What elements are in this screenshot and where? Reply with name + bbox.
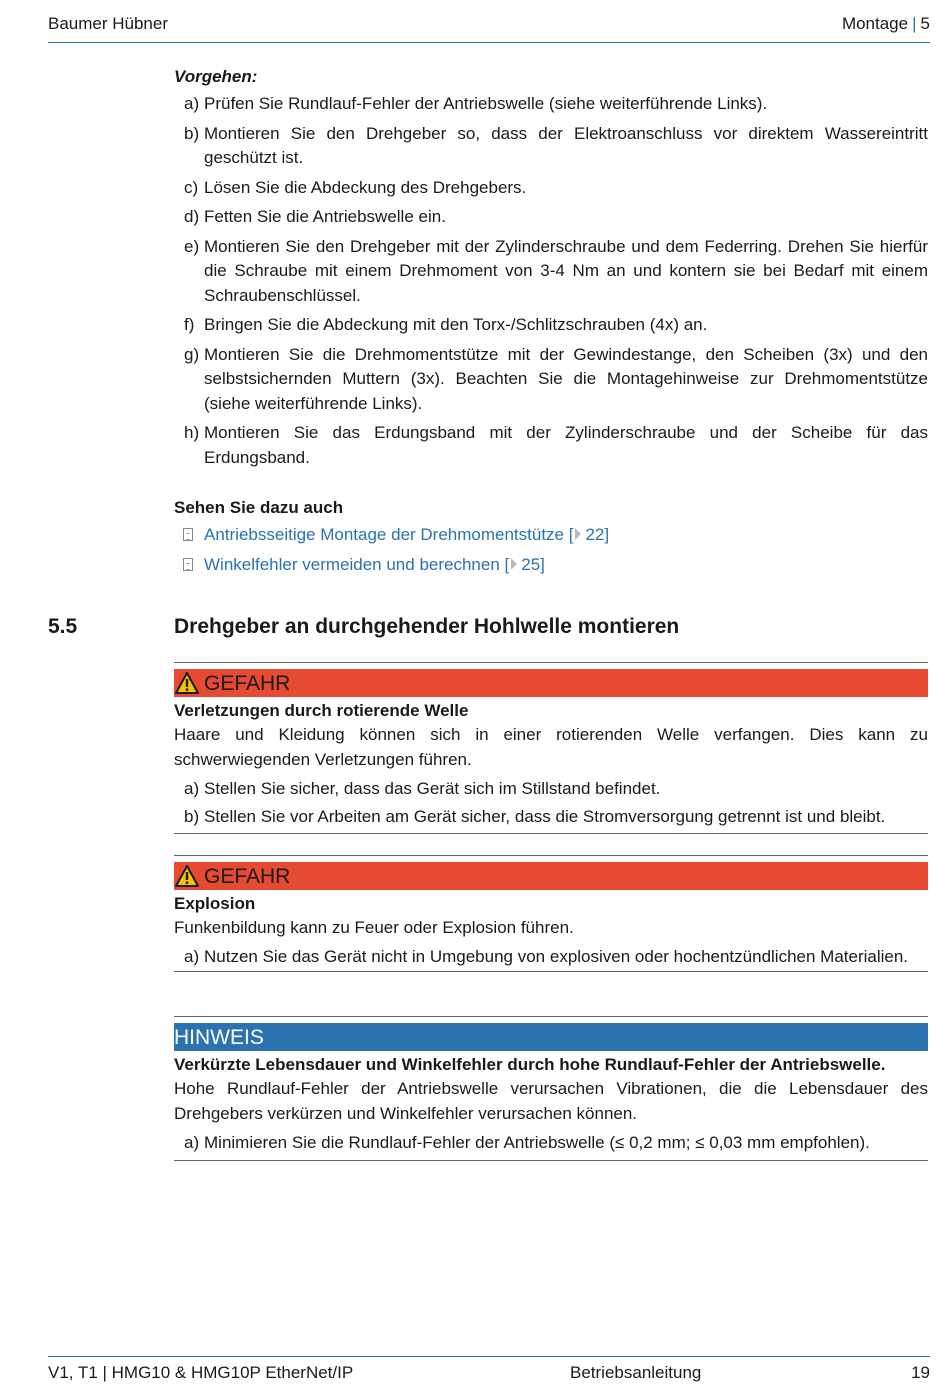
procedure (174, 67, 928, 470)
section-title: Drehgeber an durchgehender Hohlwelle montieren (174, 615, 680, 638)
section-number: 5.5 (48, 615, 78, 638)
step-text: Fetten Sie die Antriebswelle ein. (204, 207, 446, 226)
list-item (174, 343, 928, 417)
step-text: Lösen Sie die Abdeckung des Drehgebers. (204, 177, 527, 197)
procedure-steps (174, 92, 928, 470)
step-text: Minimieren Sie die Rundlauf-Fehler der Antriebswelle (≤ 0,2 mm; ≤ 0,03 mm empfohlen). (204, 1133, 870, 1152)
danger-bar (174, 669, 928, 697)
step-text: Nutzen Sie das Gerät nicht in Umgebung von explosiven oder hochentzündlichen Materialien. (204, 946, 909, 966)
see-also-link-1[interactable] (174, 520, 928, 550)
document-icon (183, 528, 193, 541)
step-text: Stellen Sie vor Arbeiten am Gerät sicher, dass die Stromversorgung getrennt ist und bleibt. (204, 806, 886, 826)
step-label: c) (184, 177, 199, 197)
step-label: a) (184, 946, 200, 966)
warning-triangle-icon (175, 672, 199, 694)
notice-heading: Verkürzte Lebensdauer und Winkelfehler durch hohe Rundlauf-Fehler der Antriebswelle. (174, 1055, 886, 1074)
link-text: Winkelfehler vermeiden und berechnen [ (204, 555, 510, 574)
procedure-heading: Vorgehen: (174, 67, 258, 86)
step-text: Montieren Sie die Drehmomentstütze mit der Gewindestange, den Scheiben (3x) und den selbstsichernden Muttern (3x). Beachten Sie die Montagehinweise zur Drehmomentstütze (siehe weiterführende Links). (204, 344, 928, 413)
list-item (174, 176, 928, 201)
see-also (174, 498, 928, 580)
list-item (174, 421, 928, 470)
page-arrow-icon (575, 528, 581, 540)
list-item (174, 313, 928, 338)
notice-heading: Verletzungen durch rotierende Welle (174, 701, 469, 720)
step-label: f) (184, 315, 195, 334)
step-text: Bringen Sie die Abdeckung mit den Torx-/Schlitzschrauben (4x) an. (204, 315, 708, 334)
step-label: a) (184, 779, 200, 798)
notice-steps (174, 1131, 928, 1156)
list-item (174, 1131, 928, 1156)
step-label: a) (184, 1133, 200, 1152)
step-label: g) (184, 344, 200, 364)
page-number: 19 (911, 1363, 930, 1382)
step-text: Montieren Sie das Erdungsband mit der Zylinderschraube und der Scheibe für das Erdungsband. (204, 423, 928, 467)
danger-notice-rotating-shaft (174, 662, 928, 834)
notice-text: Funkenbildung kann zu Feuer oder Explosion führen. (174, 918, 574, 937)
document-icon (183, 558, 193, 571)
step-text: Prüfen Sie Rundlauf-Fehler der Antriebswelle (siehe weiterführende Links). (204, 94, 768, 113)
notice-runout (174, 1016, 928, 1161)
notice-heading: Explosion (174, 894, 256, 913)
list-item (174, 946, 928, 967)
step-label: d) (184, 207, 200, 226)
step-text: Montieren Sie den Drehgeber so, dass der Elektroanschluss vor direktem Wassereintritt geschützt ist. (204, 123, 928, 167)
company-name: Baumer Hübner (48, 14, 169, 33)
link-text: Antriebsseitige Montage der Drehmomentstütze [ (204, 525, 574, 544)
notice-type: GEFAHR (204, 672, 291, 695)
list-item (174, 777, 928, 802)
notice-text: Haare und Kleidung können sich in einer rotierenden Welle verfangen. Dies kann zu schwerwiegenden Verletzungen führen. (174, 725, 928, 769)
page-header (48, 12, 930, 43)
notice-steps (174, 946, 928, 967)
warning-triangle-icon (175, 865, 199, 887)
notice-text: Hohe Rundlauf-Fehler der Antriebswelle verursachen Vibrationen, die die Lebensdauer des Drehgebers verkürzen und Winkelfehler verursachen können. (174, 1079, 928, 1123)
danger-notice-explosion (174, 855, 928, 972)
chapter-page (842, 14, 930, 34)
step-label: b) (184, 806, 200, 826)
list-item (174, 235, 928, 309)
page-arrow-icon (511, 558, 517, 570)
link-page: 25] (521, 555, 545, 574)
see-also-heading: Sehen Sie dazu auch (174, 498, 344, 517)
step-text: Stellen Sie sicher, dass das Gerät sich im Stillstand befindet. (204, 779, 661, 798)
step-label: h) (184, 423, 200, 442)
step-label: e) (184, 236, 200, 256)
document-version: V1, T1 | HMG10 & HMG10P EtherNet/IP (48, 1363, 354, 1382)
chapter-number: 5 (920, 14, 930, 33)
see-also-link-2[interactable] (174, 550, 928, 580)
step-text: Montieren Sie den Drehgeber mit der Zylinderschraube und dem Federring. Drehen Sie hierfür die Schraube mit einem Drehmoment von 3-4 Nm an und kontern sie bei Bedarf mit einem Schraubenschlüssel. (204, 236, 928, 305)
notice-bar (174, 1023, 928, 1051)
link-page: 22] (585, 525, 610, 544)
document-type: Betriebsanleitung (570, 1363, 702, 1382)
notice-steps (174, 777, 928, 829)
list-item (174, 122, 928, 171)
list-item (174, 92, 928, 117)
danger-bar (174, 862, 928, 890)
chapter-title: Montage (841, 14, 909, 33)
step-label: a) (184, 94, 200, 113)
list-item (174, 805, 928, 830)
notice-type: HINWEIS (174, 1026, 264, 1049)
list-item (174, 205, 928, 230)
notice-type: GEFAHR (204, 865, 291, 888)
page-footer (48, 1356, 930, 1387)
header-separator: | (912, 14, 917, 33)
step-label: b) (184, 123, 200, 143)
